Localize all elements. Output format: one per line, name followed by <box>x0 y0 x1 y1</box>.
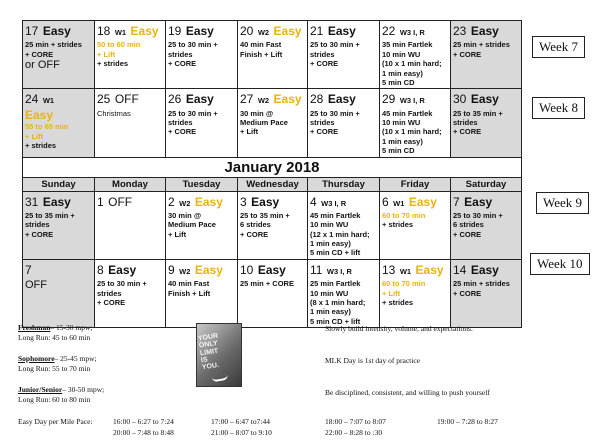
legend-long-run: Long Run: 60 to 80 min <box>18 395 91 405</box>
day-number: 23 <box>453 24 467 38</box>
workout-tag: Easy <box>42 24 71 38</box>
pace-entry: 22:00 – 8:28 to :30 <box>325 428 383 437</box>
workout-tag: Easy <box>108 262 137 277</box>
workout-tag: OFF <box>108 194 133 209</box>
day-number: 9 <box>168 262 175 277</box>
workout-tag: Easy <box>185 92 214 107</box>
workout-details: 25 to 30 min + 6 strides + CORE <box>453 210 503 239</box>
day-cell <box>380 21 451 89</box>
day-header <box>97 193 163 211</box>
workout-tag: Easy <box>464 194 493 209</box>
day-header <box>382 261 448 279</box>
workout-details: 25 to 30 min + strides + CORE <box>168 108 218 137</box>
pace-entry: 20:00 – 7:48 to 8:48 <box>113 428 174 437</box>
long-run-duration: 55 to 65 min + Lift <box>25 122 69 141</box>
day-number: 2 <box>168 194 175 209</box>
day-number: 20 <box>240 24 254 38</box>
day-cell <box>166 21 238 89</box>
poster-text: YOUR ONLY LIMIT IS YOU. <box>197 332 220 372</box>
workout-type: Easy <box>194 194 223 209</box>
day-header <box>168 261 235 279</box>
day-cell <box>166 191 238 259</box>
day-number: 4 <box>310 194 317 209</box>
legend-mpw: – 15-30 mpw; <box>50 323 93 332</box>
day-header <box>240 193 305 211</box>
workout-details: 40 min Fast Finish + Lift <box>240 40 283 59</box>
day-number: 22 <box>382 24 396 38</box>
day-header <box>453 22 519 40</box>
day-number: 3 <box>240 194 247 209</box>
day-header <box>97 22 163 40</box>
workout-type: Easy <box>408 194 437 209</box>
month-title: January 2018 <box>23 157 522 177</box>
day-header <box>240 90 305 108</box>
day-cell <box>451 259 522 327</box>
day-cell <box>308 89 380 157</box>
workout-tag: Easy <box>327 24 356 38</box>
day-number: 13 <box>382 262 396 277</box>
pace-entry: 21:00 – 8:07 to 9:10 <box>211 428 272 437</box>
day-number: 17 <box>25 24 39 38</box>
workout-tag: W3 I, R <box>326 266 352 276</box>
day-header <box>310 90 377 108</box>
day-cell <box>166 259 238 327</box>
workout-tag: W1 <box>114 28 127 37</box>
day-number: 14 <box>453 262 467 277</box>
day-header <box>453 193 519 211</box>
legend-junior-senior <box>18 385 104 405</box>
workout-details: + strides <box>382 297 414 307</box>
day-number: 7 <box>25 262 32 277</box>
legend-label: Junior/Senior <box>18 385 63 394</box>
day-cell <box>23 191 95 259</box>
workout-tag: W2 <box>179 266 191 276</box>
day-header <box>310 22 377 40</box>
workout-type: Easy <box>273 92 302 107</box>
day-cell <box>380 89 451 157</box>
workout-tag: W2 <box>257 28 270 37</box>
workout-details: 25 min + strides + CORE <box>453 279 510 298</box>
workout-tag: W3 I, R <box>321 198 347 208</box>
day-number: 8 <box>97 262 104 277</box>
long-run-duration: 60 to 70 min + Lift <box>382 279 426 298</box>
day-header <box>310 193 377 211</box>
day-cell <box>451 21 522 89</box>
note-discipline: Be disciplined, consistent, and willing to push yourself <box>325 388 490 397</box>
day-number: 24 <box>25 92 39 107</box>
off-note: or OFF <box>25 59 60 72</box>
legend-long-run: Long Run: 45 to 60 min <box>18 333 91 343</box>
workout-details: 25 to 30 min + strides + CORE <box>168 40 218 69</box>
weekday-name: Tuesday <box>166 177 238 191</box>
workout-tag: W3 I, R <box>399 96 425 106</box>
workout-tag: Easy <box>251 194 280 209</box>
weekday-name: Monday <box>95 177 166 191</box>
day-cell <box>380 259 451 327</box>
day-number: 30 <box>453 92 467 107</box>
day-cell <box>23 89 95 157</box>
day-cell <box>380 191 451 259</box>
weekday-name: Wednesday <box>238 177 308 191</box>
day-number: 31 <box>25 194 39 209</box>
long-run-duration: 60 to 70 min <box>382 210 426 220</box>
day-number: 6 <box>382 194 389 209</box>
day-cell <box>95 21 166 89</box>
weekday-name: Thursday <box>308 177 380 191</box>
day-header <box>25 22 92 40</box>
day-cell <box>95 191 166 259</box>
pace-entry: 18:00 – 7:07 to 8:07 <box>325 417 386 426</box>
day-number: 11 <box>310 262 323 277</box>
workout-details: 25 to 35 min + strides + CORE <box>453 108 503 137</box>
weekday-header <box>23 177 522 191</box>
week-label: Week 8 <box>532 97 585 119</box>
week-row <box>23 191 522 259</box>
pace-entry: 17:00 – 6:47 to7:44 <box>211 417 270 426</box>
pace-entry: 16:00 – 6:27 to 7:24 <box>113 417 174 426</box>
day-header <box>240 22 305 40</box>
day-header <box>97 90 163 108</box>
workout-tag: Easy <box>470 92 499 107</box>
workout-type: Easy <box>130 24 159 38</box>
week-row <box>23 259 522 327</box>
day-header <box>168 22 235 40</box>
day-number: 29 <box>382 92 396 107</box>
day-number: 28 <box>310 92 324 107</box>
day-cell <box>23 21 95 89</box>
day-cell <box>451 89 522 157</box>
week-label: Week 7 <box>532 36 585 58</box>
legend-mpw: – 30-50 mpw; <box>62 385 105 394</box>
day-cell <box>166 89 238 157</box>
day-header <box>168 193 235 211</box>
day-number: 7 <box>453 194 460 209</box>
workout-details: 25 to 30 min + strides + CORE <box>310 108 360 137</box>
workout-details: 25 min Fartlek 10 min WU (8 x 1 min hard; 1 min easy) 5 min CD + lift <box>310 279 366 326</box>
day-header <box>168 90 235 108</box>
workout-details: 25 min + CORE <box>240 279 294 289</box>
holiday-note: Christmas <box>97 108 131 118</box>
day-cell <box>308 21 380 89</box>
workout-type: Easy <box>194 262 223 277</box>
workout-type: Easy <box>25 107 54 122</box>
pace-entry: 19:00 – 7:28 to 8:27 <box>437 417 498 426</box>
training-calendar <box>22 20 522 328</box>
day-header <box>25 193 92 211</box>
workout-details: + strides <box>25 141 57 151</box>
weekday-name: Saturday <box>451 177 522 191</box>
motivational-poster <box>196 323 242 387</box>
workout-tag: Easy <box>185 24 214 38</box>
workout-details: 45 min Fartlek 10 min WU (10 x 1 min hard; 1 min easy) 5 min CD <box>382 108 442 156</box>
day-header <box>240 261 305 279</box>
note-mlk: MLK Day is 1st day of practice <box>325 356 420 365</box>
day-header <box>97 261 163 279</box>
day-cell <box>238 191 308 259</box>
legend-mpw: – 25-45 mpw; <box>54 354 97 363</box>
day-header <box>25 90 92 108</box>
day-cell <box>23 259 95 327</box>
weekday-name: Sunday <box>23 177 95 191</box>
day-cell <box>451 191 522 259</box>
day-number: 21 <box>310 24 324 38</box>
workout-details: 25 to 30 min + strides + CORE <box>97 279 147 307</box>
workout-type: Easy <box>415 262 444 277</box>
day-number: 19 <box>168 24 182 38</box>
workout-details: 25 to 35 min + strides + CORE <box>25 210 75 239</box>
workout-tag: Easy <box>327 92 356 107</box>
workout-details: + strides <box>382 220 414 230</box>
month-row <box>23 157 522 177</box>
day-header <box>453 90 519 108</box>
day-cell <box>95 89 166 157</box>
day-number: 1 <box>97 194 104 209</box>
workout-tag: W1 <box>399 266 412 276</box>
workout-details: 25 min + strides + CORE <box>453 40 510 59</box>
workout-tag: W1 <box>42 96 55 106</box>
workout-tag: W3 I, R <box>399 28 425 37</box>
legend-sophomore <box>18 354 97 374</box>
day-cell <box>95 259 166 327</box>
pace-label: Easy Day per Mile Pace: <box>18 417 93 426</box>
legend-label: Freshman <box>18 323 51 332</box>
workout-tag: Easy <box>470 24 499 38</box>
off-note: OFF <box>25 279 47 292</box>
day-number: 25 <box>97 92 111 107</box>
workout-tag: W2 <box>179 198 191 208</box>
workout-details: 30 min @ Medium Pace + Lift <box>168 210 216 239</box>
workout-tag: W2 <box>257 96 270 106</box>
workout-type: Easy <box>273 24 302 38</box>
weekday-name: Friday <box>380 177 451 191</box>
day-cell <box>308 191 380 259</box>
day-cell <box>238 89 308 157</box>
workout-tag: Easy <box>257 262 286 277</box>
nike-swoosh-icon <box>212 375 229 383</box>
workout-details: 25 to 35 min + 6 strides + CORE <box>240 210 290 239</box>
week-label: Week 10 <box>530 253 590 275</box>
long-run-duration: 50 to 60 min + Lift <box>97 40 141 59</box>
note-build: Slowly build intensity, volume, and expectations. <box>325 324 473 333</box>
legend-long-run: Long Run: 55 to 70 min <box>18 364 91 374</box>
workout-tag: W1 <box>393 198 405 208</box>
day-header <box>453 261 519 279</box>
legend-freshman <box>18 323 92 343</box>
day-number: 26 <box>168 92 182 107</box>
workout-details: 25 to 30 min + strides + CORE <box>310 40 360 69</box>
day-header <box>25 261 92 279</box>
day-header <box>382 193 448 211</box>
week-label: Week 9 <box>536 192 589 214</box>
workout-tag: Easy <box>42 194 71 209</box>
day-header <box>310 261 377 279</box>
day-header <box>382 22 448 40</box>
day-number: 27 <box>240 92 254 107</box>
workout-details: 45 min Fartlek 10 min WU (12 x 1 min hard; 1 min easy) 5 min CD + lift <box>310 210 370 258</box>
workout-details: 40 min Fast Finish + Lift <box>168 279 211 298</box>
workout-details: 35 min Fartlek 10 min WU (10 x 1 min hard; 1 min easy) 5 min CD <box>382 40 442 87</box>
day-number: 10 <box>240 262 254 277</box>
day-number: 18 <box>97 24 111 38</box>
day-cell <box>308 259 380 327</box>
workout-details: + strides <box>97 59 129 69</box>
workout-tag: Easy <box>470 262 499 277</box>
workout-tag: OFF <box>114 92 139 107</box>
week-row <box>23 21 522 89</box>
day-cell <box>238 259 308 327</box>
week-row <box>23 89 522 157</box>
workout-details: 30 min @ Medium Pace + Lift <box>240 108 288 137</box>
day-cell <box>238 21 308 89</box>
legend-label: Sophomore <box>18 354 55 363</box>
workout-details: 25 min + strides + CORE <box>25 40 82 59</box>
day-header <box>382 90 448 108</box>
